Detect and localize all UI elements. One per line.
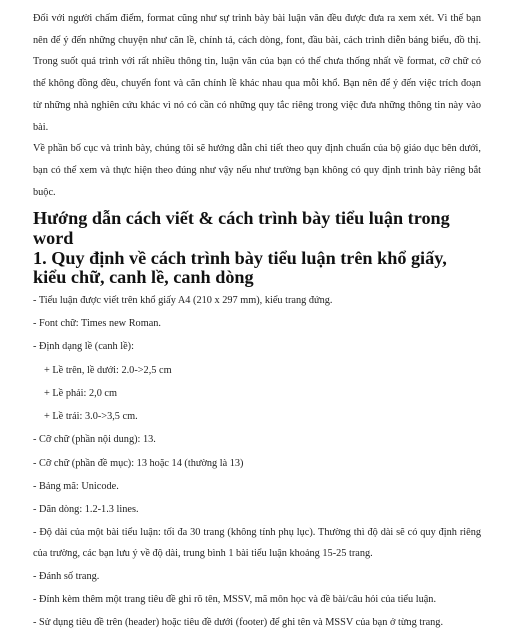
list-item: - Font chữ: Times new Roman. bbox=[33, 318, 162, 329]
list-item: - Độ dài của một bài tiểu luận: tối đa 30 trang (không tính phụ lục). Thường thì độ dài sẽ có quy định riêng của trường, các bạn lưu ý về độ dài, trung bình 1 bài tiểu luận khoảng 15-25 trang. bbox=[33, 526, 481, 560]
list-item: - Dãn dòng: 1.2-1.3 lines. bbox=[33, 504, 139, 516]
list-item: - Tiểu luận được viết trên khổ giấy A4 (210 x 297 mm), kiểu trang đứng. bbox=[33, 294, 333, 306]
intro-paragraph-2: Về phần bố cục và trình bày, chúng tôi sẽ hướng dẫn chi tiết theo quy định chuẩn của bộ giáo dục bên dưới, bạn có thể xem và thực hiện theo đúng như vậy nếu như trường bạn không có quy định trình bày riêng bắt buộc. bbox=[33, 143, 481, 198]
list-subitem: + Lề trên, lề dưới: 2.0->2,5 cm bbox=[44, 364, 172, 376]
formatting-rules-list bbox=[33, 289, 481, 635]
section-heading: 1. Quy định về cách trình bày tiểu luận trên khổ giấy, kiểu chữ, canh lề, canh dòng bbox=[33, 247, 447, 288]
list-item: - Định dạng lề (canh lề): bbox=[33, 341, 134, 353]
list-item: - Cỡ chữ (phần đề mục): 13 hoặc 14 (thường là 13) bbox=[33, 457, 244, 469]
list-item: - Bảng mã: Unicode. bbox=[33, 481, 119, 493]
main-heading: Hướng dẫn cách viết & cách trình bày tiểu luận trong word bbox=[33, 208, 450, 248]
list-subitem: + Lề phải: 2,0 cm bbox=[44, 387, 118, 399]
list-item: - Cỡ chữ (phần nội dung): 13. bbox=[33, 434, 156, 446]
list-item: - Sử dụng tiêu đề trên (header) hoặc tiêu đề dưới (footer) để ghi tên và MSSV của bạn ở từng trang. bbox=[33, 617, 444, 629]
list-item: - Đính kèm thêm một trang tiêu đề ghi rõ tên, MSSV, mã môn học và đề bài/câu hỏi của tiểu luận. bbox=[33, 593, 437, 605]
list-subitem: + Lề trái: 3.0->3,5 cm. bbox=[44, 411, 138, 423]
list-item: - Đánh số trang. bbox=[33, 570, 100, 582]
intro-paragraph-1: Đối với người chấm điểm, format cũng như sự trình bày bài luận văn đều được đưa ra xem xét. Vì thế bạn nên để ý đến những chuyện như căn lề, chính tả, cách dòng, font, đầu bài, cách trình diễn bảng biểu, đồ thị. Trong suốt quá trình với rất nhiều thông tin, luận văn của bạn có thể chưa thống nhất về format, cỡ chữ có thể không đồng đều, chuyển font và căn chỉnh lề khác nhau qua mỗi khổ. Bạn nên để ý đến việc trích đoạn từ những nhà nghiên cứu khác vì nó có cần có những quy tắc riêng trong việc đưa những thông tin này vào bài. bbox=[33, 13, 481, 133]
